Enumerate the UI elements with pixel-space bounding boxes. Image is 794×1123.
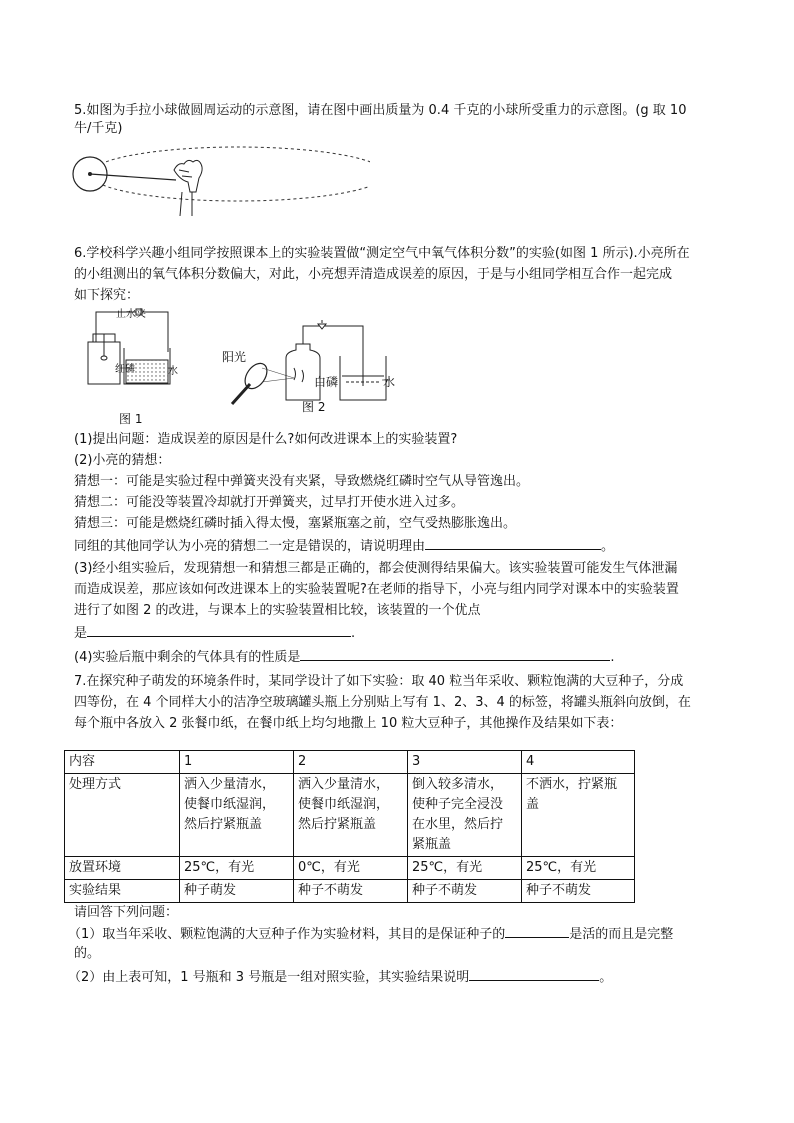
q6-part3-line3: 进行了如图 2 的改进，与课本上的实验装置相比较，该装置的一个优点 [74,603,481,618]
answer-blank-advantage[interactable] [87,622,351,637]
answer-blank-seed-part[interactable] [505,923,569,938]
table-cell: 洒入少量清水， 使餐巾纸湿润， 然后拧紧瓶盖 [180,774,294,857]
table-header-cell: 3 [408,751,522,774]
table-cell: 处理方式 [65,774,180,857]
table-cell: 倒入较多清水， 使种子完全浸没 在水里，然后拧 紧瓶盖 [408,774,522,857]
table-cell: 种子不萌发 [294,880,408,903]
fig1-caption: 图 1 [119,412,143,426]
q7-answer1: （1）取当年采收、颗粒饱满的大豆种子作为实验材料，其目的是保证种子的 是活的而且是完整 [68,923,673,945]
table-header-row [65,751,635,774]
fig2-water-label: 水 [383,375,396,389]
q7-ask: 请回答下列问题： [74,905,179,920]
q7-intro-line2: 四等份，在 4 个同样大小的洁净空玻璃罐头瓶上分别贴上写有 1、2、3、4 的标签，将罐头瓶斜向放倒，在 [74,695,691,710]
table-cell: 25℃，有光 [408,857,522,880]
q6-intro-line3: 如下探究： [74,288,140,303]
answer-blank-conclusion[interactable] [469,966,599,981]
table-cell: 种子萌发 [180,880,294,903]
table-row [65,857,635,880]
table-header-cell: 2 [294,751,408,774]
fig1-clamp-label: 止水夹 [116,309,146,320]
q7-answer1-cont: 的。 [74,946,101,961]
q6-guess2: 猜想二：可能没等装置冷却就打开弹簧夹，过早打开使水进入过多。 [74,495,465,510]
table-header-cell: 4 [522,751,635,774]
fig2-sunlight-label: 阳光 [222,350,247,364]
q6-part1: (1)提出问题：造成误差的原因是什么?如何改进课本上的实验装置? [74,432,458,447]
table-cell: 实验结果 [65,880,180,903]
table-row [65,880,635,903]
orbit-path [90,147,370,201]
table-cell: 洒入少量清水， 使餐巾纸湿润， 然后拧紧瓶盖 [294,774,408,857]
q5-text-line2: 牛/千克) [74,121,123,136]
fig2-caption: 图 2 [302,400,326,414]
table-cell: 25℃，有光 [180,857,294,880]
circular-motion-figure [70,140,370,216]
fig2-phosphorus-label: 白磷 [314,375,339,389]
answer-blank-gas-property[interactable] [300,646,610,661]
table-cell: 0℃，有光 [294,857,408,880]
seed-experiment-table [64,750,635,903]
table-header-cell: 内容 [65,751,180,774]
q6-part3-line1: (3)经小组实验后，发现猜想一和猜想三都是正确的，都会使测得结果偏大。该实验装置可能发生气体泄漏 [74,561,678,576]
q6-intro-line1: 6.学校科学兴趣小组同学按照课本上的实验装置做“测定空气中氧气体积分数”的实验(如图 1 所示).小亮所在 [74,246,690,261]
table-cell: 25℃，有光 [522,857,635,880]
table-cell: 种子不萌发 [408,880,522,903]
q7-intro-line3: 每个瓶中各放入 2 张餐巾纸，在餐巾纸上均匀地撒上 10 粒大豆种子，其他操作及结果如下表： [74,716,623,731]
q6-part3-line4: 是 . [74,622,355,644]
q5-text-line1: 5.如图为手拉小球做圆周运动的示意图，请在图中画出质量为 0.4 千克的小球所受重力的示意图。(g 取 10 [74,103,687,118]
table-row [65,774,635,857]
figure-2-apparatus [222,318,422,410]
q7-answer2: （2）由上表可知，1 号瓶和 3 号瓶是一组对照实验，其实验结果说明 。 [68,966,612,988]
q6-guess-reason: 同组的其他同学认为小亮的猜想二一定是错误的，请说明理由 。 [74,535,614,557]
fig1-phosphorus-label: 红磷 [115,364,135,375]
fig1-water-label: 水 [168,366,178,377]
table-cell: 不洒水，拧紧瓶 盖 [522,774,635,857]
q6-guess3: 猜想三：可能是燃烧红磷时插入得太慢，塞紧瓶塞之前，空气受热膨胀逸出。 [74,516,517,531]
answer-blank-reason[interactable] [425,535,601,550]
table-cell: 种子不萌发 [522,880,635,903]
q6-guess1: 猜想一：可能是实验过程中弹簧夹没有夹紧，导致燃烧红磷时空气从导管逸出。 [74,474,530,489]
q6-part3-line2: 而造成误差，那应该如何改进课本上的实验装置呢?在老师的指导下，小亮与组内同学对课本中的实验装置 [74,582,679,597]
q6-part4: (4)实验后瓶中剩余的气体具有的性质是 . [74,646,615,668]
table-header-cell: 1 [180,751,294,774]
q6-part2: (2)小亮的猜想： [74,453,171,468]
hand-icon [174,160,202,216]
q7-intro-line1: 7.在探究种子萌发的环境条件时，某同学设计了如下实验：取 40 粒当年采收、颗粒饱满的大豆种子，分成 [74,674,684,689]
water-clamp [318,320,326,329]
q6-guess-reason-text: 同组的其他同学认为小亮的猜想二一定是错误的，请说明理由 [74,539,426,554]
q6-intro-line2: 的小组测出的氧气体积分数偏大，对此，小亮想弄清造成误差的原因，于是与小组同学相互合作一起完成 [74,267,673,282]
table-cell: 放置环境 [65,857,180,880]
